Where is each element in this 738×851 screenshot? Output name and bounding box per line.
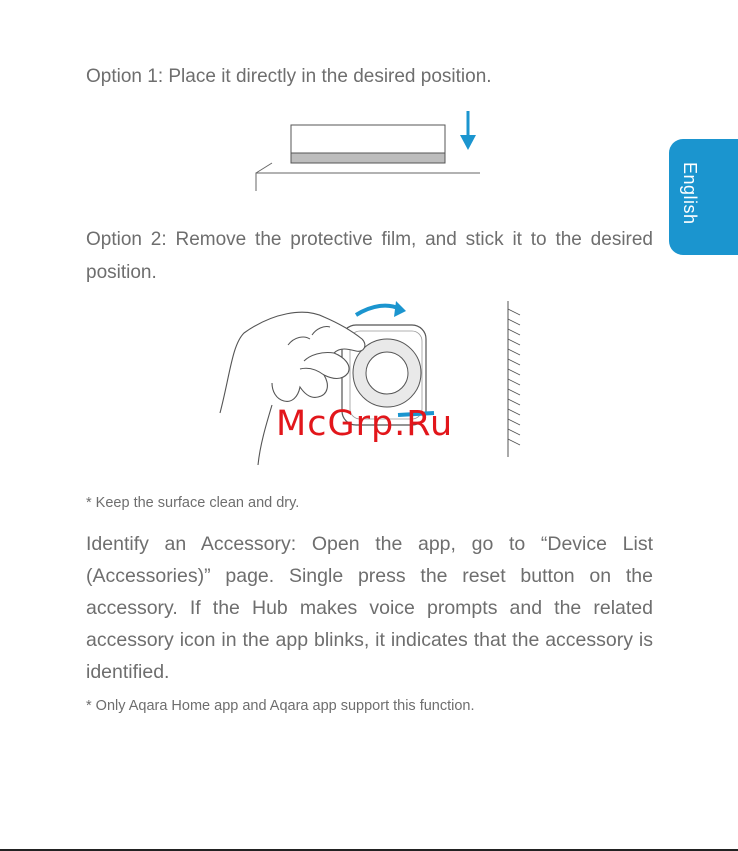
surface-note: * Keep the surface clean and dry.: [86, 495, 300, 511]
option-2-text: Option 2: Remove the protective film, and stick it to the desired position.: [86, 229, 653, 283]
option-1-text: Option 1: Place it directly in the desired position.: [86, 66, 492, 87]
identify-accessory-text: Identify an Accessory: Open the app, go to “Device List (Accessories)” page. Single press the reset button on the accessory. If the Hub makes voice prompts and the related accessory icon in the app blinks, it indicates that the accessory is identified.: [86, 533, 653, 683]
placement-illustration: [250, 105, 490, 195]
language-label: English: [680, 162, 700, 225]
watermark: McGrp.Ru: [276, 404, 454, 444]
app-support-note: * Only Aqara Home app and Aqara app support this function.: [86, 698, 475, 714]
